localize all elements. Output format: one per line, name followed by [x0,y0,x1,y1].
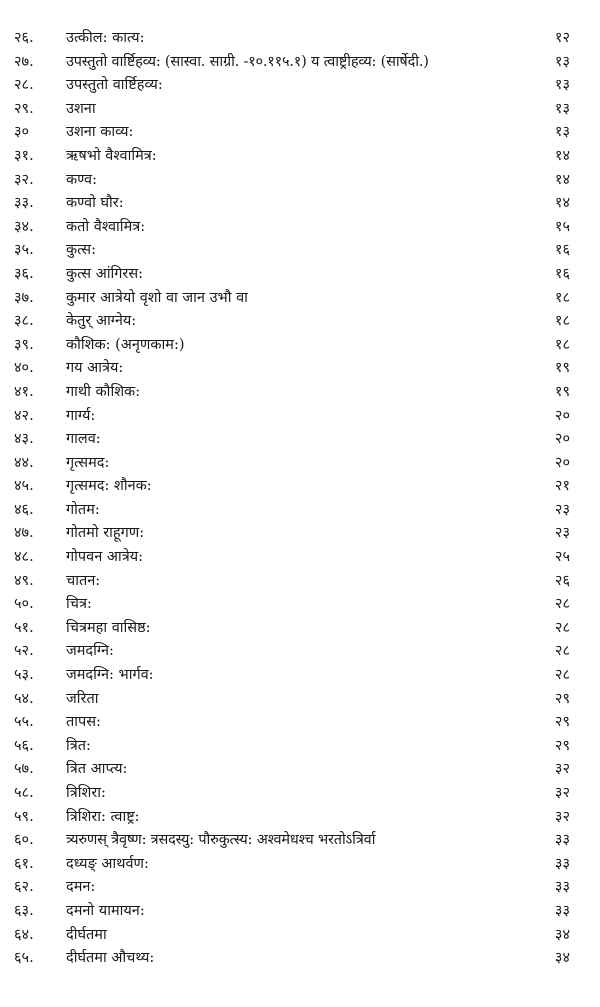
toc-entry [0,900,600,924]
entry-title: चातन: [66,572,101,589]
entry-number: २६. [14,30,34,46]
entry-page-number: २५ [554,549,570,566]
toc-entry [0,499,600,523]
toc-entry [0,853,600,877]
toc-entry [0,664,600,688]
entry-page-number: २८ [554,643,570,660]
entry-title: चित्रमहा वासिष्ठ: [66,619,151,636]
entry-title: दमन: [66,879,96,896]
toc-entry [0,570,600,594]
entry-title: जमदग्नि: भार्गव: [66,667,154,684]
entry-number: ४१. [14,383,34,400]
toc-entry [0,711,600,735]
entry-page-number: ३३ [554,855,570,872]
toc-entry [0,263,600,287]
toc-entry [0,640,600,664]
entry-title: उपस्तुतो वार्ष्टिहव्य: (सास्वा. साग्री. -१०.११५.१) य त्वाष्ट्रीहव्य: (सार्षेदी.) [66,53,429,70]
entry-number: ३६. [14,265,34,282]
entry-number: ६५. [14,950,34,967]
entry-title: कौशिक: (अनृणकाम:) [66,336,185,353]
entry-title: गोतम: [66,501,100,518]
entry-page-number: १९ [554,360,570,377]
toc-entry [0,593,600,617]
entry-number: ५७. [14,761,34,778]
entry-page-number: १४ [554,195,570,212]
entry-title: उशना [66,100,96,117]
entry-number: ३२. [14,171,34,188]
entry-title: गय आत्रेय: [66,360,124,377]
entry-title: गालव: [66,431,101,448]
entry-number: २७. [14,53,34,70]
entry-number: ३८. [14,313,34,330]
entry-number: ४६. [14,501,34,518]
entry-page-number: ३२ [554,808,570,825]
entry-number: २८. [14,77,34,94]
entry-title: गृत्समद: शौनक: [66,478,152,495]
entry-number: ३३. [14,195,34,212]
entry-page-number: १५ [554,218,570,235]
entry-title: कतो वैश्वामित्र: [66,218,146,235]
entry-page-number: २८ [554,596,570,613]
entry-title: गोतमो राहूगण: [66,525,145,542]
entry-page-number: २९ [554,737,570,754]
entry-number: ५५. [14,714,34,731]
entry-page-number: १४ [554,171,570,188]
entry-page-number: १३ [554,124,570,141]
entry-title: दीर्घतमा औचथ्य: [66,950,155,967]
entry-title: जमदग्नि: [66,643,114,660]
entry-number: ३१. [14,147,34,164]
entry-number: ४०. [14,360,34,377]
entry-title: गोपवन आत्रेय: [66,549,143,566]
entry-title: कुत्स: [66,242,96,259]
toc-entry [0,829,600,853]
toc-entry [0,334,600,358]
toc-entry [0,735,600,759]
entry-page-number: १६ [554,242,570,259]
toc-entry [0,475,600,499]
entry-number: ६४. [14,926,34,943]
entry-title: कुमार आत्रेयो वृशो वा जान उभौ वा [66,289,248,306]
entry-number: ४३. [14,431,34,448]
entry-number: ५६. [14,737,34,754]
entry-title: तापस: [66,714,101,731]
toc-entry [0,617,600,641]
entry-page-number: ३२ [554,785,570,801]
entry-page-number: ३३ [554,879,570,896]
entry-number: ६१. [14,855,34,872]
entry-number: ५४. [14,690,34,707]
entry-number: ५८. [14,785,34,801]
entry-title: उत्कील: कात्य: [66,30,145,46]
toc-entry [0,98,600,122]
entry-number: ३० [14,124,30,141]
toc-entry [0,239,600,263]
entry-page-number: २० [554,431,570,448]
entry-number: ४४. [14,454,34,471]
entry-title: कण्व: [66,171,97,188]
toc-entry [0,169,600,193]
entry-page-number: २० [554,454,570,471]
entry-title: दीर्घतमा [66,926,107,943]
toc-entry [0,522,600,546]
entry-title: ऋषभो वैश्वामित्र: [66,147,157,164]
entry-title: त्रित: [66,737,91,754]
toc-entry [0,192,600,216]
toc-entry [0,310,600,334]
entry-number: ५३. [14,667,34,684]
entry-title: जरिता [66,690,99,707]
entry-page-number: १३ [554,77,570,94]
toc-entry [0,924,600,948]
toc-entry [0,27,600,51]
entry-number: ४८. [14,549,34,566]
toc-entry [0,145,600,169]
toc-entry [0,51,600,75]
entry-page-number: १४ [554,147,570,164]
entry-page-number: २६ [554,572,570,589]
entry-page-number: १९ [554,383,570,400]
toc-entry [0,758,600,782]
toc-entry [0,947,600,971]
toc-entry [0,428,600,452]
toc-entry [0,405,600,429]
entry-title: गाथी कौशिक: [66,383,141,400]
entry-title: उपस्तुतो वार्ष्टिहव्य: [66,77,163,94]
entry-title: गृत्समद: [66,454,110,471]
entry-page-number: १८ [554,289,570,306]
toc-entry [0,381,600,405]
entry-number: २९. [14,100,34,117]
entry-title: उशना काव्य: [66,124,134,141]
entry-title: त्रिशिरा: [66,785,106,801]
toc-entry [0,452,600,476]
toc-entry [0,782,600,806]
toc-entry [0,121,600,145]
entry-number: ६३. [14,902,34,919]
entry-title: गार्ग्य: [66,407,96,424]
toc-entry [0,546,600,570]
entry-number: ५२. [14,643,34,660]
entry-page-number: १३ [554,100,570,117]
toc-entry [0,357,600,381]
entry-number: ५९. [14,808,34,825]
entry-title: कण्वो घौर: [66,195,124,212]
entry-page-number: ३३ [554,832,570,849]
entry-number: ६२. [14,879,34,896]
entry-page-number: १८ [554,313,570,330]
entry-page-number: २३ [554,525,570,542]
toc-entry [0,688,600,712]
entry-title: त्रिशिरा: त्वाष्ट्र: [66,808,140,825]
entry-page-number: १८ [554,336,570,353]
entry-page-number: २८ [554,667,570,684]
entry-page-number: १६ [554,265,570,282]
entry-number: ४९. [14,572,34,589]
toc-entry [0,74,600,98]
entry-page-number: ३४ [554,926,570,943]
entry-title: केतुर् आग्नेय: [66,313,137,330]
entry-page-number: ३३ [554,902,570,919]
entry-title: त्रित आप्त्य: [66,761,128,778]
entry-title: दमनो यामायन: [66,902,145,919]
entry-title: त्र्यरुणस् त्रैवृष्ण: त्रसदस्यु: पौरुकुत्स्य: अश्वमेधश्च भरतोऽत्रिर्वा [66,832,376,849]
entry-page-number: २८ [554,619,570,636]
entry-title: चित्र: [66,596,92,613]
toc-entry [0,287,600,311]
entry-number: ५१. [14,619,34,636]
entry-page-number: २१ [554,478,570,495]
entry-page-number: १३ [554,53,570,70]
entry-number: ३७. [14,289,34,306]
entry-number: ६०. [14,832,34,849]
toc-entry [0,806,600,830]
entry-number: ४७. [14,525,34,542]
toc-entry [0,876,600,900]
entry-number: ४५. [14,478,34,495]
entry-title: दध्यङ् आथर्वण: [66,855,149,872]
entry-page-number: २९ [554,714,570,731]
entry-title: कुत्स आंगिरस: [66,265,144,282]
entry-number: ३५. [14,242,34,259]
entry-page-number: ३२ [554,761,570,778]
entry-page-number: १२ [554,30,570,46]
toc-entry [0,216,600,240]
entry-page-number: २० [554,407,570,424]
entry-number: ३४. [14,218,34,235]
entry-page-number: ३४ [554,950,570,967]
entry-number: ३९. [14,336,34,353]
entry-page-number: २९ [554,690,570,707]
entry-number: ५०. [14,596,34,613]
entry-page-number: २३ [554,501,570,518]
entry-number: ४२. [14,407,34,424]
